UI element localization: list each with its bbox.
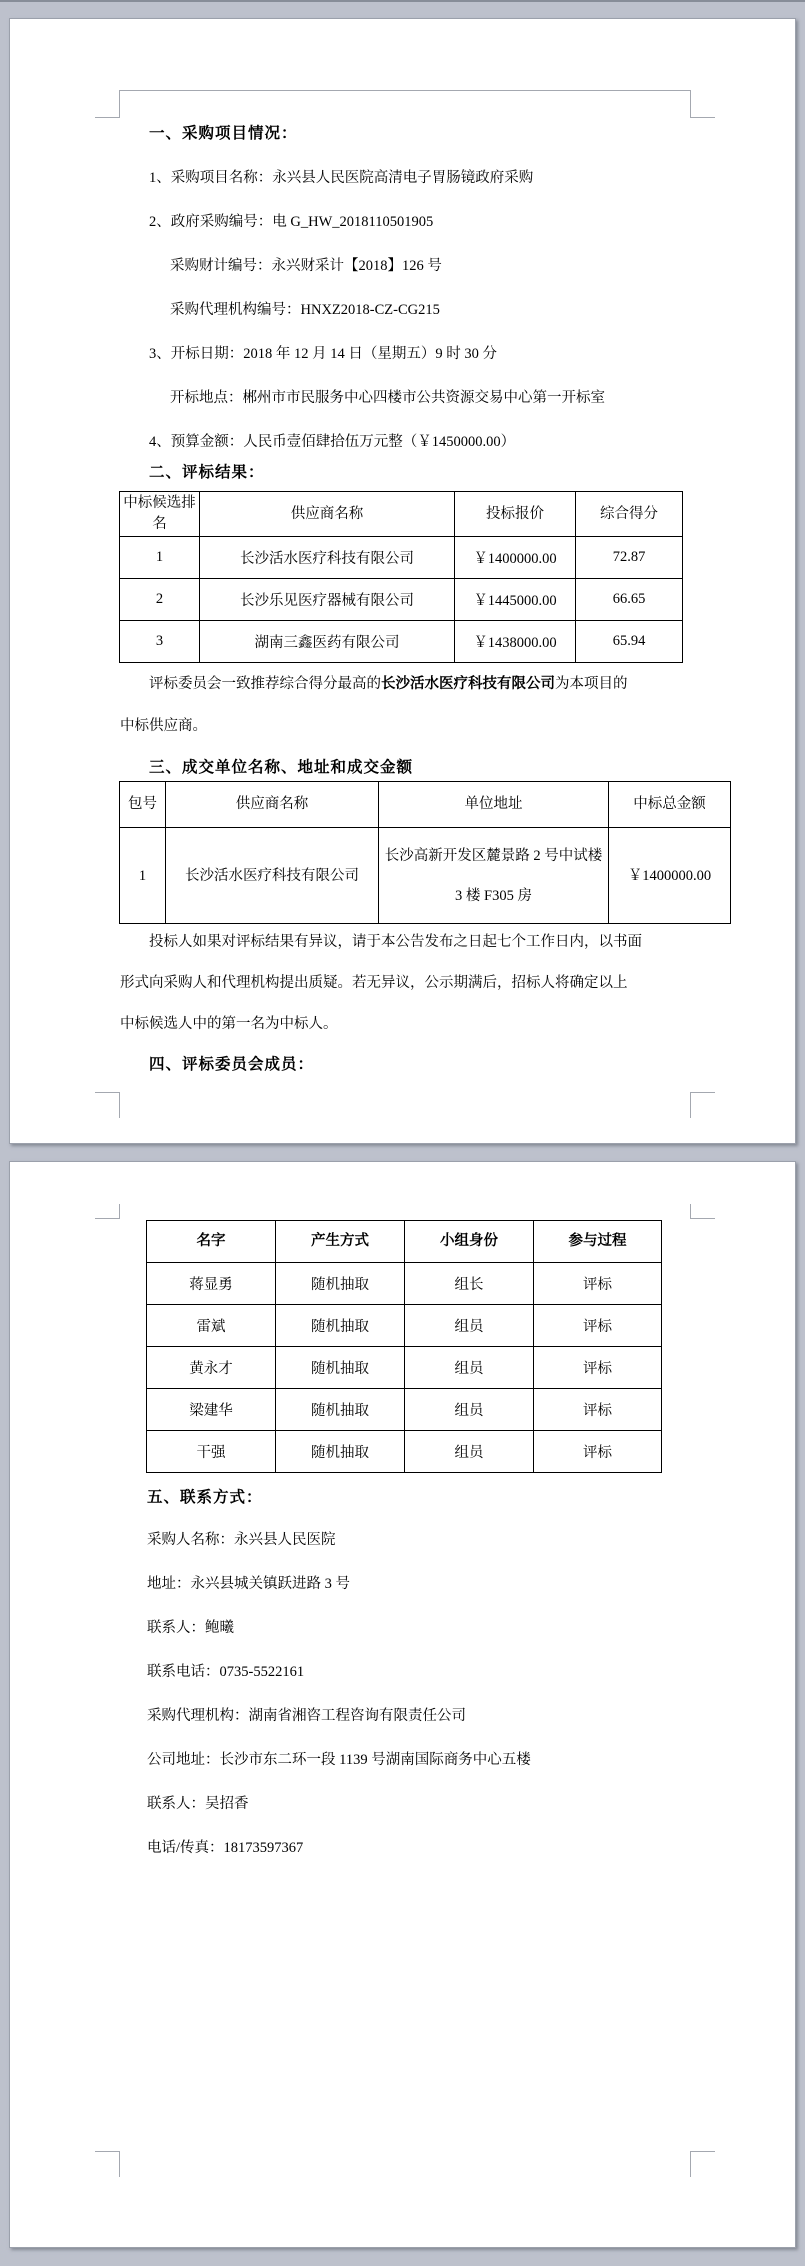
text-line: 联系人：吴招香 (147, 1796, 249, 1812)
table-cell: 长沙活水医疗科技有限公司 (166, 828, 379, 924)
section-3-heading: 三、成交单位名称、地址和成交金额 (149, 759, 414, 776)
column-header: 中标候选排名 (120, 492, 200, 537)
text-line: 采购人名称：永兴县人民医院 (147, 1532, 336, 1548)
table-cell: 72.87 (576, 537, 683, 579)
table-cell: 65.94 (576, 621, 683, 663)
table-cell: 雷斌 (147, 1305, 276, 1347)
table-row (120, 828, 731, 924)
table-row (120, 537, 683, 579)
margin-crop-mark (690, 1204, 715, 1219)
text-line: 中标候选人中的第一名为中标人。 (120, 1016, 338, 1032)
note-line-2: 中标供应商。 (120, 718, 207, 734)
table-cell: 湖南三鑫医药有限公司 (200, 621, 455, 663)
table-cell: 梁建华 (147, 1389, 276, 1431)
text-line: 地址：永兴县城关镇跃进路 3 号 (147, 1576, 350, 1592)
table-cell: 评标 (534, 1347, 662, 1389)
column-header: 小组身份 (405, 1221, 534, 1263)
text-line: 开标地点：郴州市市民服务中心四楼市公共资源交易中心第一开标室 (170, 390, 605, 406)
table-cell: 66.65 (576, 579, 683, 621)
objection-paragraph (120, 932, 695, 1034)
page-2 (9, 1161, 796, 2248)
column-header: 投标报价 (455, 492, 576, 537)
table-header-row (147, 1221, 662, 1263)
winning-bidder-table (119, 781, 731, 924)
table-cell: ￥1400000.00 (609, 828, 731, 924)
margin-crop-mark (690, 2151, 715, 2177)
table-cell: 评标 (534, 1305, 662, 1347)
table-cell: ￥1445000.00 (455, 579, 576, 621)
table-cell: 长沙乐见医疗器械有限公司 (200, 579, 455, 621)
margin-crop-mark (690, 1092, 715, 1118)
margin-crop-mark (95, 1204, 120, 1219)
table-cell: 随机抽取 (276, 1305, 405, 1347)
evaluation-result-table (119, 491, 683, 663)
margin-crop-mark (95, 1092, 120, 1118)
table-cell: 1 (120, 828, 166, 924)
column-header: 综合得分 (576, 492, 683, 537)
column-header: 参与过程 (534, 1221, 662, 1263)
table-cell: 评标 (534, 1431, 662, 1473)
table-cell: 随机抽取 (276, 1431, 405, 1473)
text-line: 3、开标日期：2018 年 12 月 14 日（星期五）9 时 30 分 (149, 346, 497, 362)
page-1 (9, 18, 796, 1144)
page-1-content (120, 124, 712, 1075)
page-2-content (147, 1220, 755, 1882)
table-row (147, 1305, 662, 1347)
text-line: 电话/传真：18173597367 (147, 1840, 304, 1856)
text-line: 形式向采购人和代理机构提出质疑。若无异议，公示期满后，招标人将确定以上 (120, 975, 628, 991)
column-header: 单位地址 (379, 782, 609, 828)
workspace-top-edge (0, 0, 805, 2)
column-header: 中标总金额 (609, 782, 731, 828)
section-1-lines (120, 168, 695, 452)
text-line: 采购代理机构编号：HNXZ2018-CZ-CG215 (170, 302, 440, 318)
contact-info-lines (147, 1530, 755, 1858)
note-suffix: 为本项目的 (555, 676, 628, 692)
table-cell: 随机抽取 (276, 1263, 405, 1305)
column-header: 供应商名称 (166, 782, 379, 828)
table-cell: 长沙高新开发区麓景路 2 号中试楼 3 楼 F305 房 (379, 828, 609, 924)
table-cell: 3 (120, 621, 200, 663)
table-cell: 干强 (147, 1431, 276, 1473)
note-line-1 (120, 674, 695, 694)
table-row (147, 1389, 662, 1431)
text-line: 2、政府采购编号：电 G_HW_2018110501905 (149, 214, 434, 230)
table-cell: ￥1438000.00 (455, 621, 576, 663)
note-prefix: 评标委员会一致推荐综合得分最高的 (149, 676, 381, 692)
table-cell: 2 (120, 579, 200, 621)
table-cell: 长沙活水医疗科技有限公司 (200, 537, 455, 579)
table-cell: 评标 (534, 1263, 662, 1305)
table-cell: 组员 (405, 1389, 534, 1431)
recommendation-note (120, 674, 695, 736)
table-header-row (120, 782, 731, 828)
table-header-row (120, 492, 683, 537)
table-cell: 组员 (405, 1305, 534, 1347)
text-line: 采购财计编号：永兴财采计【2018】126 号 (170, 258, 442, 274)
margin-crop-mark (95, 2151, 120, 2177)
table-cell: 组员 (405, 1431, 534, 1473)
text-line: 联系人：鲍曦 (147, 1620, 234, 1636)
table-row (147, 1347, 662, 1389)
text-line: 联系电话：0735-5522161 (147, 1664, 305, 1680)
text-line: 公司地址：长沙市东二环一段 1139 号湖南国际商务中心五楼 (147, 1752, 531, 1768)
committee-member-table (146, 1220, 662, 1473)
table-cell: 随机抽取 (276, 1347, 405, 1389)
table-row (120, 579, 683, 621)
text-line: 4、预算金额：人民币壹佰肆拾伍万元整（￥1450000.00） (149, 434, 516, 450)
column-header: 包号 (120, 782, 166, 828)
table-row (120, 621, 683, 663)
column-header: 供应商名称 (200, 492, 455, 537)
column-header: 名字 (147, 1221, 276, 1263)
table-row (147, 1263, 662, 1305)
text-line: 采购代理机构：湖南省湘咨工程咨询有限责任公司 (147, 1708, 466, 1724)
table-row (147, 1431, 662, 1473)
column-header: 产生方式 (276, 1221, 405, 1263)
table-cell: ￥1400000.00 (455, 537, 576, 579)
section-4-heading: 四、评标委员会成员： (149, 1056, 315, 1073)
section-2-heading: 二、评标结果： (149, 464, 265, 481)
text-line: 投标人如果对评标结果有异议，请于本公告发布之日起七个工作日内，以书面 (149, 934, 642, 950)
table-cell: 蒋显勇 (147, 1263, 276, 1305)
text-boundary-line (119, 90, 691, 117)
table-cell: 随机抽取 (276, 1389, 405, 1431)
section-1-heading: 一、采购项目情况： (149, 125, 298, 142)
table-cell: 评标 (534, 1389, 662, 1431)
winning-supplier-name: 长沙活水医疗科技有限公司 (381, 676, 555, 692)
table-cell: 黄永才 (147, 1347, 276, 1389)
table-cell: 组长 (405, 1263, 534, 1305)
table-cell: 1 (120, 537, 200, 579)
text-line: 1、采购项目名称：永兴县人民医院高清电子胃肠镜政府采购 (149, 170, 534, 186)
section-5-heading: 五、联系方式： (147, 1489, 263, 1506)
table-cell: 组员 (405, 1347, 534, 1389)
